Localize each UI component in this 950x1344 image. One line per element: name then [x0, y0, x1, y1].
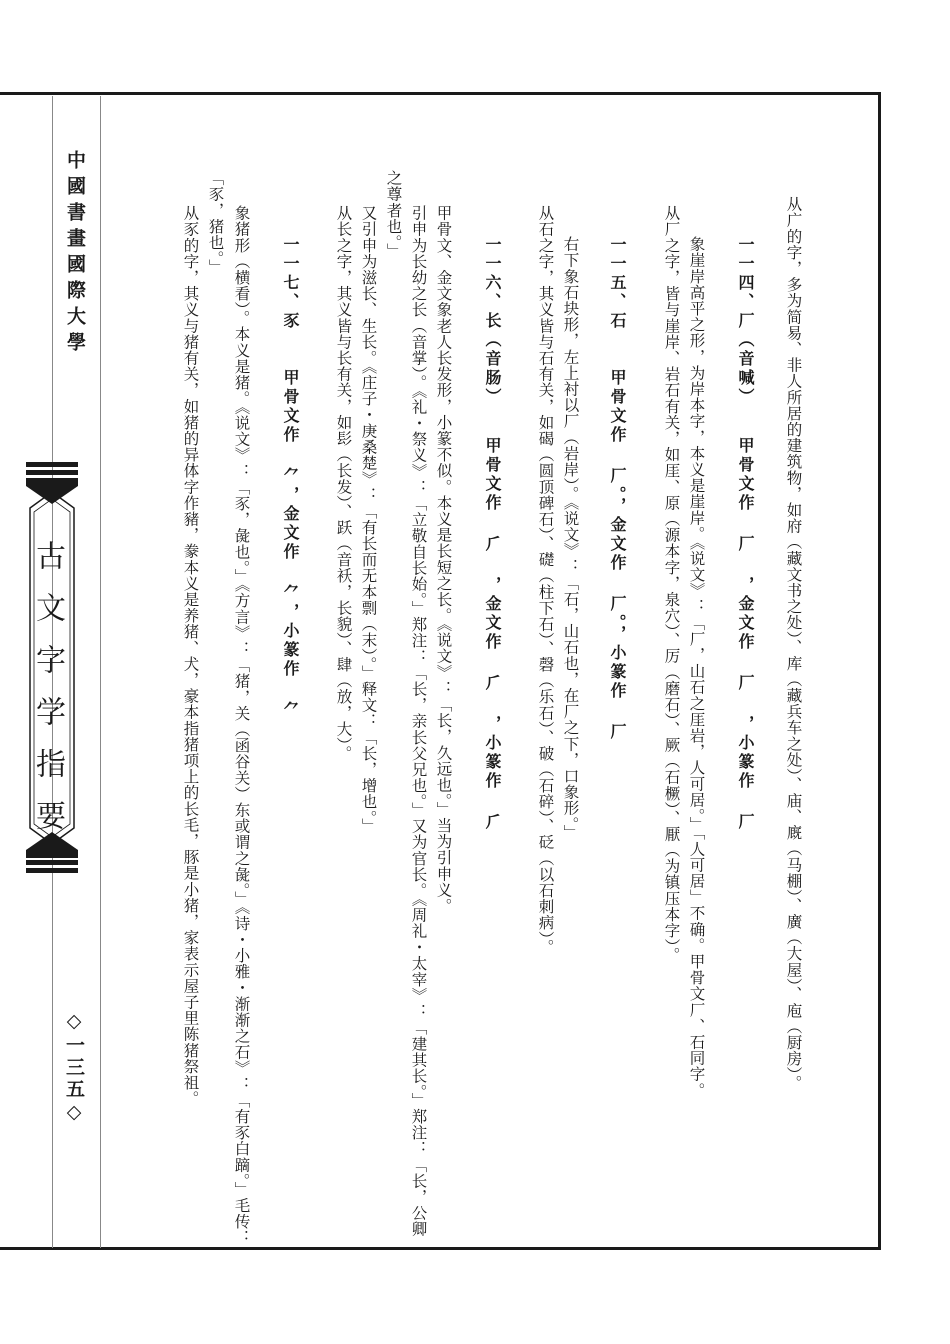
title-band-top-1	[26, 462, 78, 467]
text-column: 从厂之字，皆与崖岸、岩石有关，如厓、原（源本字，泉穴）、厉（磨石）、厥（石橛）、厭（为镇压本字）。	[662, 205, 681, 963]
section-heading-117: 一一七、豕 甲骨文作 ⺈，金文作 ⺈，小篆作 ⺈	[281, 236, 300, 720]
text-column: 右下象石块形，左上衬以厂（岩岸）。《说文》：「石，山石也，在厂之下，口象形。」	[561, 236, 580, 841]
title-band-bottom-1	[26, 860, 78, 865]
title-band-bottom-2	[26, 868, 78, 873]
sidebar-rule-right	[100, 96, 101, 1248]
page-number: ◇一三五◇	[63, 1010, 85, 1126]
title-band-top-2	[26, 470, 78, 475]
section-heading-114: 一一四、厂（音喊） 甲骨文作 ⼚ ，金文作 ⼚ ，小篆作 ⼚	[736, 236, 755, 832]
text-column: 象猪形（横看）。本义是猪。《说文》：「豕，彘也。」《方言》：「猪，关（函谷关）东或谓之彘。」《诗・小雅・渐渐之石》：「有豕白蹢。」毛传：	[232, 205, 251, 1246]
university-name: 中國書畫國際大學	[64, 150, 86, 358]
section-heading-115: 一一五、石 甲骨文作 ⼚。，金文作 ⼚。，小篆作 ⼚	[608, 236, 627, 742]
text-column: 从豕的字，其义与猪有关，如猪的异体字作豬，豢本义是养猪、犬，豪本指猪项上的长毛，豚是小猪，家表示屋子里陈猪祭祖。	[181, 205, 200, 1107]
text-column: 从长之字，其义皆与长有关，如髟（长发）、跃（音袄，长貌）、肆（放，大）。	[334, 205, 353, 762]
section-heading-116: 一一六、长（音肠） 甲骨文作 ⺁ ，金文作 ⺁ ，小篆作 ⺁	[483, 236, 502, 832]
text-column: 之尊者也。」	[384, 170, 403, 259]
text-column: 又引申为滋长、生长。《庄子・庚桑楚》：「有长而无本剽（末）。」释文：「长，增也。」	[359, 205, 378, 835]
text-column: 「豕，猪也。」	[206, 170, 225, 275]
book-title: 古文字学指要	[30, 540, 65, 852]
text-column: 象崖岸高平之形，为岸本字，本义是崖岸。《说文》：「厂，山石之厓岩，人可居。」「人可居」不确。甲骨文厂、石同字。	[687, 236, 706, 1099]
text-column: 从石之字，其义皆与石有关，如碣（圆顶碑石）、礎（柱下石）、磬（乐石）、破（石碎）、砭（以石刺病）。	[536, 205, 555, 956]
text-column: 甲骨文、金文象老人长发形，小篆不似。本义是长短之长。《说文》：「长，久远也。」当为引申义。	[434, 205, 453, 914]
text-column: 从广的字，多为简易、非人所居的建筑物，如府（藏文书之处）、库（藏兵车之处）、庙、廐（马棚）、廣（大屋）、庖（厨房）。	[784, 196, 803, 1092]
text-column: 引申为长幼之长（音掌）。《礼・祭义》：「立敬自长始。」郑注：「长，亲长父兄也。」又为官长。《周礼・太宰》：「建其长。」郑注：「长，公卿	[409, 205, 428, 1238]
